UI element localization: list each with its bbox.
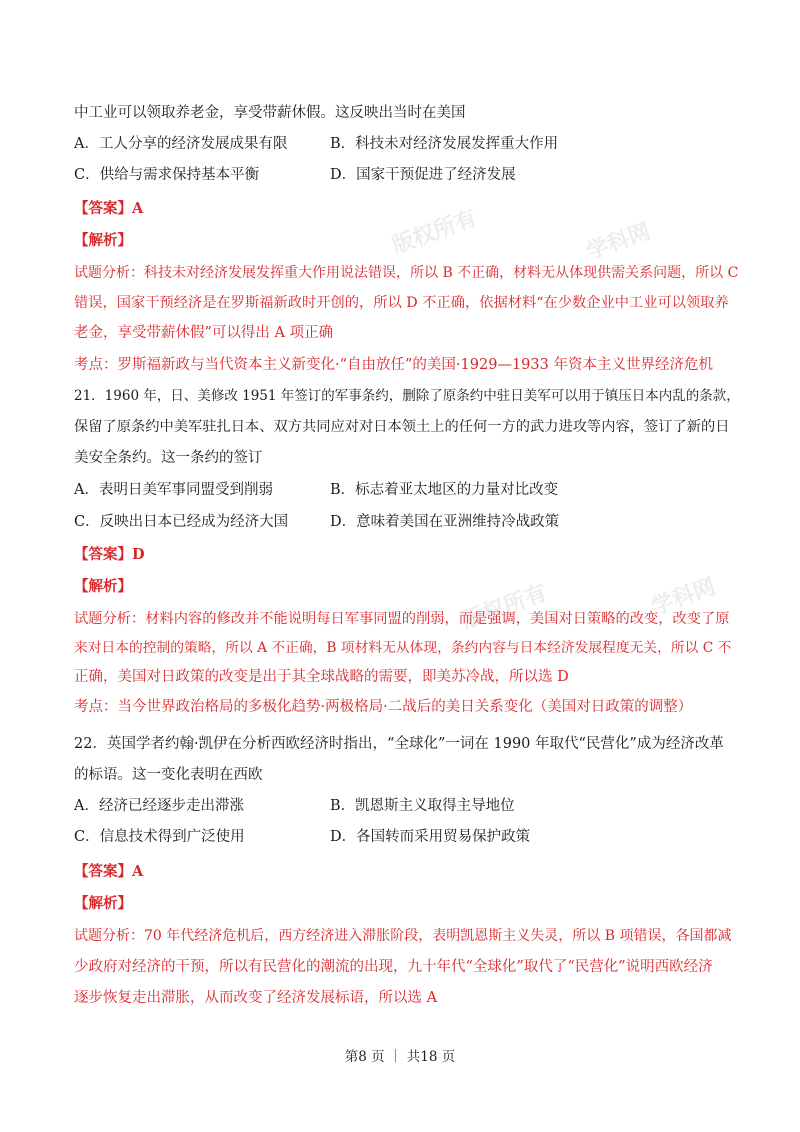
question-stem-line: 美安全条约。这一条约的签订 bbox=[74, 450, 263, 466]
option-d: D．各国转而采用贸易保护政策 bbox=[330, 829, 531, 845]
option-b: B．凯恩斯主义取得主导地位 bbox=[330, 798, 515, 814]
option-b: B．标志着亚太地区的力量对比改变 bbox=[330, 482, 559, 498]
question-stem-line: 中工业可以领取养老金，享受带薪休假。这反映出当时在美国 bbox=[74, 105, 466, 121]
question-stem-line: 21．1960 年，日、美修改 1951 年签订的军事条约，删除了原条约中驻日美军可以用于镇压日本内乱的条款， bbox=[74, 388, 740, 404]
option-d: D．意味着美国在亚洲维持冷战政策 bbox=[330, 514, 560, 530]
option-a: A．表明日美军事同盟受到削弱 bbox=[74, 482, 273, 498]
analysis-label: 【解析】 bbox=[74, 232, 132, 249]
analysis-line: 正确，美国对日政策的改变是出于其全球战略的需要，即美苏冷战，所以选 D bbox=[74, 669, 569, 685]
watermark: 学科网 bbox=[583, 219, 654, 266]
answer-label: 【答案】D bbox=[74, 546, 145, 563]
analysis-line: 来对日本的控制的策略，所以 A 不正确，B 项材料无从体现，条约内容与日本经济发展程度无关，所以 C 不 bbox=[74, 640, 732, 656]
option-d: D．国家干预促进了经济发展 bbox=[330, 167, 516, 183]
analysis-line: 试题分析：科技未对经济发展发挥重大作用说法错误，所以 B 不正确，材料无从体现供需关系问题，所以 C bbox=[74, 265, 739, 281]
question-stem-line: 22．英国学者约翰·凯伊在分析西欧经济时指出，“全球化”一词在 1990 年取代“民营化”成为经济改革 bbox=[74, 736, 724, 752]
watermark: 版权所有 bbox=[459, 580, 551, 635]
kaodian-line: 考点：罗斯福新政与当代资本主义新变化·“自由放任”的美国·1929—1933 年资本主义世界经济危机 bbox=[74, 357, 713, 373]
analysis-line: 试题分析：70 年代经济危机后，西方经济进入滞胀阶段，表明凯恩斯主义失灵，所以 B 项错误，各国都减 bbox=[74, 928, 732, 944]
option-c: C．信息技术得到广泛使用 bbox=[74, 829, 245, 845]
answer-label: 【答案】A bbox=[74, 863, 144, 880]
analysis-line: 错误，国家干预经济是在罗斯福新政时开创的，所以 D 不正确，依据材料“在少数企业中工业可以领取养 bbox=[74, 295, 729, 311]
analysis-line: 少政府对经济的干预，所以有民营化的潮流的出现，九十年代“全球化”取代了“民营化”说明西欧经济 bbox=[74, 959, 713, 975]
kaodian-line: 考点：当今世界政治格局的多极化趋势·两极格局·二战后的美日关系变化（美国对日政策的调整） bbox=[74, 699, 693, 715]
analysis-line: 逐步恢复走出滞胀，从而改变了经济发展标语，所以选 A bbox=[74, 990, 438, 1006]
analysis-label: 【解析】 bbox=[74, 578, 132, 595]
option-a: A．工人分享的经济发展成果有限 bbox=[74, 136, 288, 152]
option-c: C．反映出日本已经成为经济大国 bbox=[74, 514, 289, 530]
option-b: B．科技未对经济发展发挥重大作用 bbox=[330, 136, 559, 152]
question-stem-line: 的标语。这一变化表明在西欧 bbox=[74, 767, 263, 783]
option-c: C．供给与需求保持基本平衡 bbox=[74, 167, 260, 183]
analysis-label: 【解析】 bbox=[74, 895, 132, 912]
option-a: A．经济已经逐步走出滞涨 bbox=[74, 798, 244, 814]
analysis-line: 老金，享受带薪休假”可以得出 A 项正确 bbox=[74, 325, 334, 341]
analysis-line: 试题分析：材料内容的修改并不能说明每日军事同盟的削弱，而是强调，美国对日策略的改变，改变了原 bbox=[74, 611, 730, 627]
answer-label: 【答案】A bbox=[74, 200, 144, 217]
page-footer: 第8 页 ｜ 共18 页 bbox=[344, 1049, 456, 1065]
watermark: 学科网 bbox=[648, 574, 719, 621]
watermark: 版权所有 bbox=[389, 205, 481, 260]
question-stem-line: 保留了原条约中美军驻扎日本、双方共同应对对日本领土上的任何一方的武力进攻等内容，签订了新的日 bbox=[74, 419, 730, 435]
